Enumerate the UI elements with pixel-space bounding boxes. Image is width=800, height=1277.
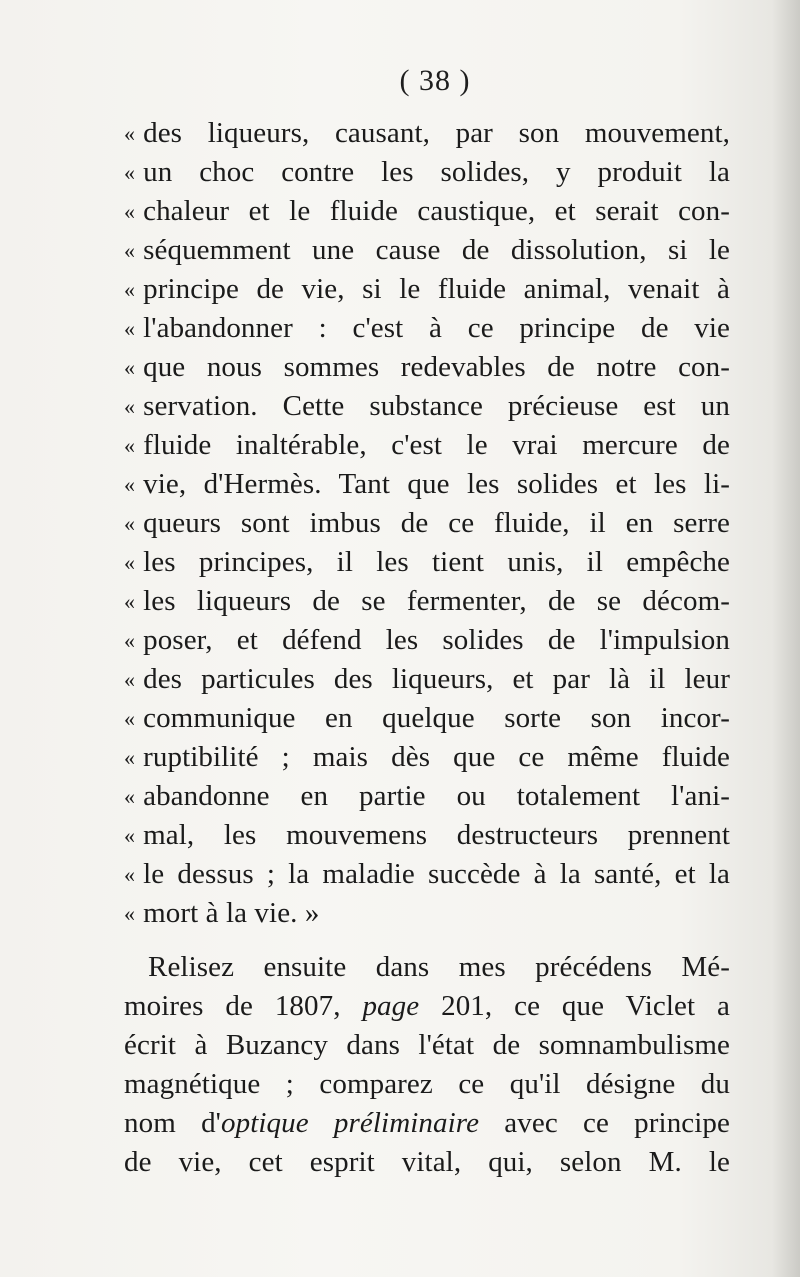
quoted-line-text: le dessus ; la maladie succède à la santé, et la — [143, 858, 730, 890]
quoted-line — [124, 777, 730, 816]
quoted-line-text: servation. Cette substance précieuse est un — [143, 390, 730, 422]
italic-text: page — [362, 990, 420, 1022]
italic-text: optique préliminaire — [221, 1107, 480, 1139]
page-number: ( 38 ) — [399, 64, 471, 97]
text-block — [124, 114, 730, 1182]
quoted-line — [124, 465, 730, 504]
quote-mark: « — [124, 745, 136, 770]
quoted-line — [124, 543, 730, 582]
paragraph-line-text: écrit à Buzancy dans l'état de somnambulisme — [124, 1029, 730, 1061]
quote-mark: « — [124, 433, 136, 458]
quote-mark: « — [124, 511, 136, 536]
quoted-line-text: principe de vie, si le fluide animal, venait à — [143, 273, 730, 305]
quoted-line — [124, 699, 730, 738]
quoted-line — [124, 270, 730, 309]
paragraph-line — [124, 987, 730, 1026]
quoted-line-text: mal, les mouvemens destructeurs prennent — [143, 819, 730, 851]
quote-mark: « — [124, 121, 136, 146]
quoted-line-text: séquemment une cause de dissolution, si le — [143, 234, 730, 266]
quoted-line-text: que nous sommes redevables de notre con- — [143, 351, 730, 383]
quoted-line — [124, 816, 730, 855]
quoted-line-text: vie, d'Hermès. Tant que les solides et les li- — [143, 468, 730, 500]
quoted-line — [124, 114, 730, 153]
quoted-line-text: ruptibilité ; mais dès que ce même fluide — [143, 741, 730, 773]
quoted-line-text: des liqueurs, causant, par son mouvement, — [143, 117, 730, 149]
quote-mark: « — [124, 394, 136, 419]
paragraph-line — [124, 1143, 730, 1182]
quoted-line — [124, 153, 730, 192]
paragraph-line — [124, 1104, 730, 1143]
quote-mark: « — [124, 160, 136, 185]
quoted-line — [124, 855, 730, 894]
paragraph-line-text: 201, ce que Viclet a — [419, 990, 730, 1022]
quoted-line-text: les liqueurs de se fermenter, de se décom- — [143, 585, 730, 617]
quoted-line — [124, 192, 730, 231]
quote-mark: « — [124, 667, 136, 692]
quote-mark: « — [124, 628, 136, 653]
quoted-line — [124, 387, 730, 426]
paragraph-line-text: magnétique ; comparez ce qu'il désigne du — [124, 1068, 730, 1100]
quote-mark: « — [124, 550, 136, 575]
paragraph-gap — [124, 933, 730, 948]
quoted-line — [124, 738, 730, 777]
quote-mark: « — [124, 472, 136, 497]
quoted-line — [124, 309, 730, 348]
quoted-line-text: abandonne en partie ou totalement l'ani- — [143, 780, 730, 812]
quoted-line-text: l'abandonner : c'est à ce principe de vie — [143, 312, 730, 344]
quote-mark: « — [124, 862, 136, 887]
paragraph-line-text: moires de 1807, — [124, 990, 363, 1022]
paragraph-line-text: Relisez ensuite dans mes précédens Mé- — [148, 951, 730, 983]
quoted-line — [124, 621, 730, 660]
quoted-line — [124, 894, 730, 933]
paragraph-line — [124, 1065, 730, 1104]
paragraph-line — [124, 948, 730, 987]
quoted-line — [124, 660, 730, 699]
quote-mark: « — [124, 784, 136, 809]
quote-mark: « — [124, 199, 136, 224]
quoted-line — [124, 231, 730, 270]
page-gutter-shadow — [772, 0, 800, 1277]
paragraph-line-text: de vie, cet esprit vital, qui, selon M. le — [124, 1146, 730, 1178]
quoted-line-text: un choc contre les solides, y produit la — [143, 156, 730, 188]
quoted-line — [124, 426, 730, 465]
quoted-line-text: fluide inaltérable, c'est le vrai mercure de — [143, 429, 730, 461]
paragraph-line-text: avec ce principe — [479, 1107, 730, 1139]
quote-mark: « — [124, 238, 136, 263]
quoted-line-text: mort à la vie. » — [143, 897, 320, 929]
quoted-line-text: queurs sont imbus de ce fluide, il en serre — [143, 507, 730, 539]
paragraph-line-text: nom d' — [124, 1107, 222, 1139]
quoted-line-text: des particules des liqueurs, et par là il leur — [143, 663, 730, 695]
quote-mark: « — [124, 589, 136, 614]
quote-mark: « — [124, 277, 136, 302]
quote-mark: « — [124, 706, 136, 731]
paragraph-line — [124, 1026, 730, 1065]
quote-mark: « — [124, 823, 136, 848]
quote-mark: « — [124, 901, 136, 926]
quote-mark: « — [124, 316, 136, 341]
quoted-line-text: poser, et défend les solides de l'impulsion — [143, 624, 730, 656]
quoted-line — [124, 348, 730, 387]
quoted-line-text: communique en quelque sorte son incor- — [143, 702, 730, 734]
quote-mark: « — [124, 355, 136, 380]
quoted-line-text: chaleur et le fluide caustique, et serait con- — [143, 195, 730, 227]
quoted-line — [124, 582, 730, 621]
quoted-line — [124, 504, 730, 543]
quoted-line-text: les principes, il les tient unis, il empêche — [143, 546, 730, 578]
